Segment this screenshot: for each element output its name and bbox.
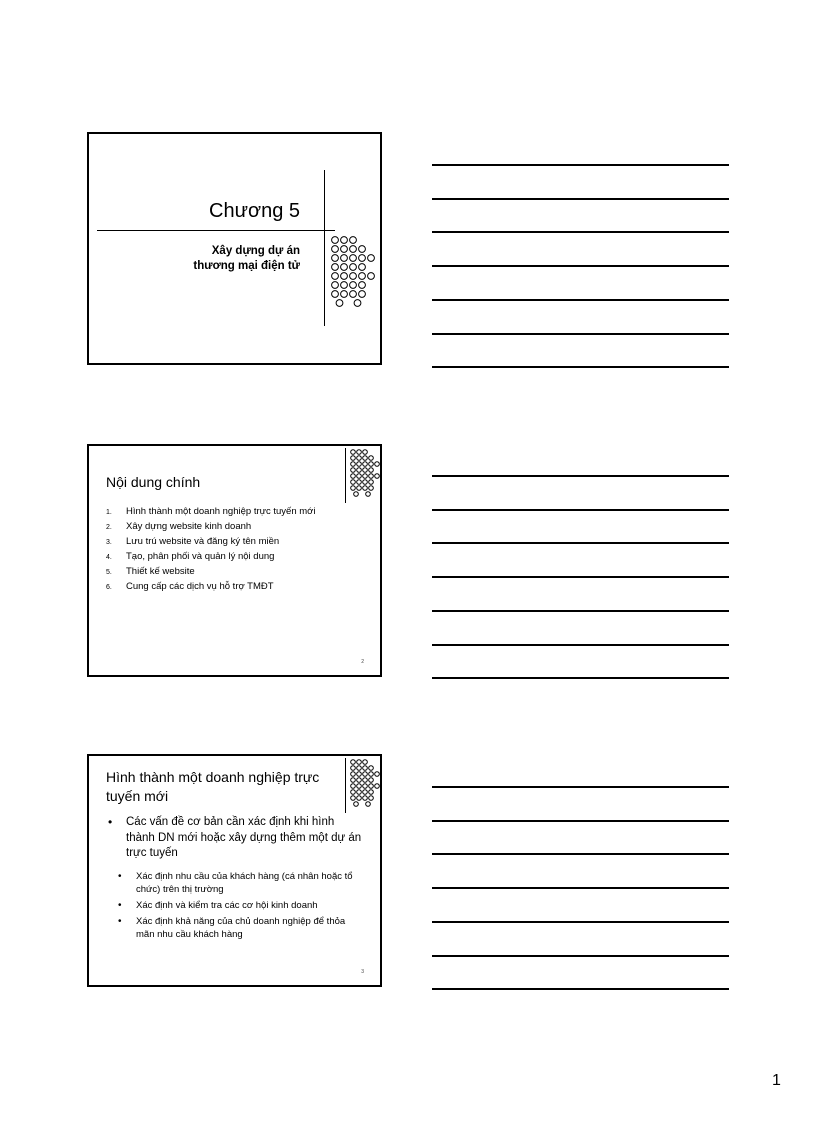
circle-dot	[332, 273, 339, 280]
circle-dot	[359, 246, 366, 253]
horizontal-divider	[97, 230, 335, 231]
note-line	[432, 955, 729, 957]
circle-dot	[332, 255, 339, 262]
list-item: 6. Cung cấp các dịch vụ hỗ trợ TMĐT	[106, 581, 274, 592]
circle-dot	[341, 255, 348, 262]
circle-dot	[350, 237, 357, 244]
bullet-main: • Các vấn đề cơ bản cần xác định khi hình thành DN mới hoặc xây dựng thêm một dự án trực tuyến	[106, 815, 366, 862]
circle-dot	[357, 784, 362, 789]
circle-dot	[350, 246, 357, 253]
list-item: 3. Lưu trú website và đăng ký tên miền	[106, 536, 280, 547]
note-line	[432, 887, 729, 889]
note-line	[432, 475, 729, 477]
circle-dot	[357, 480, 362, 485]
slide-page-number: 3	[361, 969, 364, 975]
sub-bullet: • Xác định khả năng của chủ doanh nghiệp để thỏa mãn nhu cầu khách hàng	[106, 915, 366, 941]
circle-dot	[357, 468, 362, 473]
circle-dot	[341, 291, 348, 298]
circle-dot	[363, 480, 368, 485]
slide-1-thumbnail	[87, 132, 382, 365]
content-list	[106, 504, 316, 594]
list-item: 2. Xây dựng website kinh doanh	[106, 521, 252, 532]
note-line	[432, 299, 729, 301]
circle-pattern-decoration	[349, 759, 382, 811]
circle-grid-icon	[330, 235, 380, 315]
circle-dot	[357, 462, 362, 467]
circle-dot	[363, 450, 368, 455]
circle-dot	[359, 291, 366, 298]
circle-dot	[369, 778, 374, 783]
circle-dot	[351, 486, 356, 491]
circle-dot	[359, 264, 366, 271]
note-line	[432, 164, 729, 166]
circle-dot	[369, 486, 374, 491]
circle-dot	[359, 273, 366, 280]
circle-dot	[351, 772, 356, 777]
circle-dot	[368, 255, 375, 262]
circle-dot	[363, 462, 368, 467]
circle-dot	[357, 778, 362, 783]
circle-dot	[363, 778, 368, 783]
circle-dot	[357, 486, 362, 491]
circle-dot	[369, 474, 374, 479]
note-line	[432, 820, 729, 822]
note-line	[432, 265, 729, 267]
circle-dot	[359, 282, 366, 289]
circle-dot	[350, 291, 357, 298]
note-line	[432, 853, 729, 855]
circle-dot	[351, 784, 356, 789]
note-line	[432, 333, 729, 335]
note-line	[432, 542, 729, 544]
circle-dot	[332, 264, 339, 271]
circle-dot	[341, 264, 348, 271]
circle-dot	[351, 790, 356, 795]
circle-dot	[363, 468, 368, 473]
slide-2-thumbnail	[87, 444, 382, 677]
circle-dot	[369, 456, 374, 461]
slide-1-subtitle	[193, 244, 300, 274]
circle-dot	[341, 282, 348, 289]
circle-dot	[357, 456, 362, 461]
list-item: 1. Hình thành một doanh nghiệp trực tuyến mới	[106, 506, 316, 517]
circle-dot	[336, 300, 343, 307]
circle-dot	[357, 766, 362, 771]
circle-grid-icon	[349, 759, 382, 811]
circle-dot	[350, 264, 357, 271]
circle-dot	[357, 474, 362, 479]
circle-dot	[351, 480, 356, 485]
circle-grid-icon	[349, 449, 382, 501]
circle-dot	[351, 456, 356, 461]
slide-3-thumbnail	[87, 754, 382, 987]
circle-dot	[350, 273, 357, 280]
circle-dot	[363, 772, 368, 777]
circle-dot	[375, 784, 380, 789]
vertical-divider	[345, 448, 346, 503]
note-line	[432, 576, 729, 578]
circle-dot	[369, 766, 374, 771]
circle-dot	[351, 760, 356, 765]
circle-dot	[351, 462, 356, 467]
circle-dot	[332, 237, 339, 244]
circle-dot	[351, 468, 356, 473]
circle-dot	[369, 480, 374, 485]
circle-dot	[332, 282, 339, 289]
circle-dot	[351, 778, 356, 783]
circle-dot	[375, 474, 380, 479]
note-line	[432, 921, 729, 923]
circle-dot	[354, 492, 359, 497]
circle-dot	[369, 468, 374, 473]
circle-dot	[369, 772, 374, 777]
vertical-divider	[324, 170, 325, 326]
sub-bullet: • Xác định nhu cầu của khách hàng (cá nhân hoặc tổ chức) trên thị trường	[106, 870, 366, 896]
circle-dot	[341, 273, 348, 280]
circle-dot	[363, 796, 368, 801]
note-line	[432, 509, 729, 511]
circle-dot	[375, 772, 380, 777]
circle-dot	[369, 784, 374, 789]
circle-dot	[357, 772, 362, 777]
page-number: 1	[772, 1072, 781, 1089]
circle-dot	[363, 766, 368, 771]
circle-dot	[350, 282, 357, 289]
circle-dot	[357, 796, 362, 801]
note-line	[432, 366, 729, 368]
circle-dot	[351, 474, 356, 479]
circle-dot	[369, 462, 374, 467]
circle-dot	[359, 255, 366, 262]
circle-dot	[363, 486, 368, 491]
list-item: 4. Tạo, phân phối và quản lý nội dung	[106, 551, 275, 562]
circle-dot	[351, 766, 356, 771]
circle-dot	[369, 796, 374, 801]
circle-dot	[363, 784, 368, 789]
circle-dot	[368, 273, 375, 280]
circle-dot	[350, 255, 357, 262]
slide-2-title: Nội dung chính	[106, 474, 201, 490]
subtitle-line-2: thương mại điện tử	[193, 260, 300, 272]
circle-dot	[366, 802, 371, 807]
circle-dot	[351, 450, 356, 455]
circle-dot	[375, 462, 380, 467]
circle-dot	[366, 492, 371, 497]
note-line	[432, 198, 729, 200]
subtitle-line-1: Xây dựng dự án	[211, 245, 300, 257]
note-line	[432, 644, 729, 646]
slide-3-body	[106, 815, 366, 941]
circle-pattern-decoration	[330, 235, 380, 315]
vertical-divider	[345, 758, 346, 813]
circle-dot	[357, 450, 362, 455]
circle-dot	[363, 760, 368, 765]
circle-dot	[332, 291, 339, 298]
slide-1-title: Chương 5	[209, 200, 300, 222]
circle-dot	[341, 246, 348, 253]
note-line	[432, 677, 729, 679]
circle-dot	[341, 237, 348, 244]
note-line	[432, 231, 729, 233]
note-line	[432, 786, 729, 788]
circle-dot	[363, 474, 368, 479]
circle-dot	[354, 802, 359, 807]
circle-dot	[363, 456, 368, 461]
circle-dot	[357, 790, 362, 795]
slide-page-number: 2	[361, 659, 364, 665]
note-line	[432, 610, 729, 612]
list-item: 5. Thiết kế website	[106, 566, 195, 577]
slide-3-title: Hình thành một doanh nghiệp trực tuyến mới	[106, 769, 320, 804]
circle-dot	[357, 760, 362, 765]
circle-dot	[351, 796, 356, 801]
circle-dot	[354, 300, 361, 307]
sub-bullet: • Xác định và kiểm tra các cơ hội kinh doanh	[106, 899, 366, 912]
circle-dot	[332, 246, 339, 253]
circle-dot	[369, 790, 374, 795]
note-line	[432, 988, 729, 990]
circle-dot	[363, 790, 368, 795]
circle-pattern-decoration	[349, 449, 382, 501]
